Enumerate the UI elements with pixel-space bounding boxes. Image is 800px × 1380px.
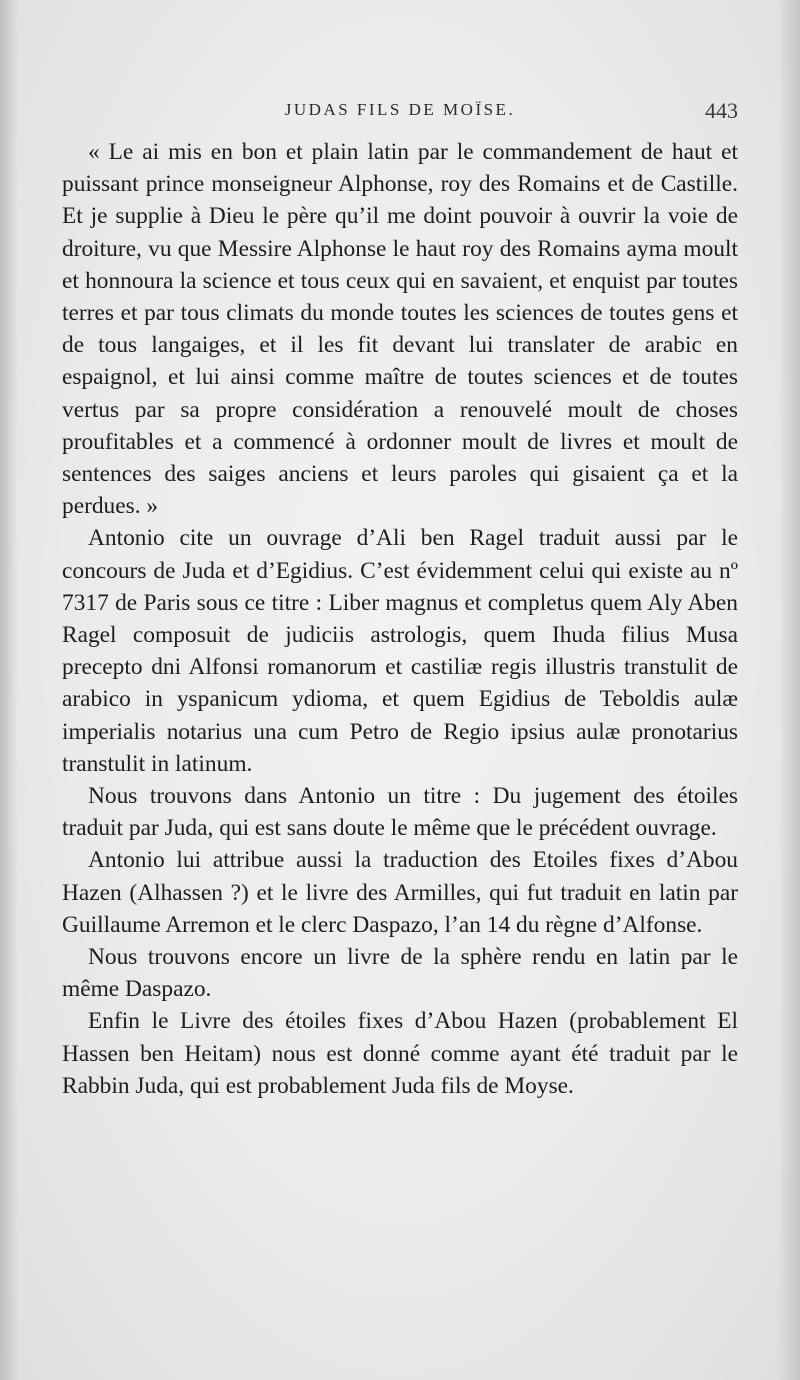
- paragraph-quote: « Le ai mis en bon et plain latin par le commandement de haut et puissant prince monseigneur Alphonse, roy des Romains et de Castille. Et je supplie à Dieu le père qu’il me doint pouvoir à ouvrir la voie de droiture, vu que Messire Alphonse le haut roy des Romains ayma moult et honnoura la science et tous ceux qui en savaient, et enquist par toutes terres et par tous climats du monde toutes les sciences de toutes gens et de tous langaiges, et il les fit devant lui translater de arabic en espaignol, et lui ainsi comme maître de toutes sciences et de toutes vertus par sa propre considération a renouvelé moult de choses proufitables et a commencé à ordonner moult de livres et moult de sentences des saiges anciens et leurs paroles qui gisaient ça et la perdues. »: [62, 139, 738, 520]
- paragraph-jugement-des-etoiles: Nous trouvons dans Antonio un titre : Du jugement des étoiles traduit par Juda, qui est sans doute le même que le précédent ouvrage.: [62, 783, 738, 842]
- paragraph-etoiles-fixes: Antonio lui attribue aussi la traduction des Etoiles fixes d’Abou Hazen (Alhassen ?) et le livre des Armilles, qui fut traduit en latin par Guillaume Arremon et le clerc Daspazo, l’an 14 du règne d’Alfonse.: [62, 847, 738, 938]
- page-right-edge-shadow: [778, 0, 800, 1380]
- page-header: [62, 98, 738, 128]
- running-head: JUDAS FILS DE MOÏSE.: [284, 100, 516, 119]
- page-left-edge-shadow: [0, 0, 18, 1380]
- paragraph-enfin: Enfin le Livre des étoiles fixes d’Abou Hazen (probablement El Hassen ben Heitam) nous est donné comme ayant été traduit par le Rabbin Juda, qui est probablement Juda fils de Moyse.: [62, 1008, 738, 1099]
- paragraph-livre-de-la-sphere: Nous trouvons encore un livre de la sphère rendu en latin par le même Daspazo.: [62, 944, 738, 1003]
- page-number: 443: [705, 98, 738, 123]
- body-text: [62, 136, 738, 1102]
- paragraph-ali-ben-ragel: Antonio cite un ouvrage d’Ali ben Ragel traduit aussi par le concours de Juda et d’Egidius. C’est évidemment celui qui existe au nº 7317 de Paris sous ce titre : Liber magnus et completus quem Aly Aben Ragel composuit de judiciis astrologis, quem Ihuda filius Musa precepto dni Alfonsi romanorum et castiliæ regis illustris transtulit de arabico in yspanicum ydioma, et quem Egidius de Teboldis aulæ imperialis notarius una cum Petro de Regio ipsius aulæ pronotarius transtulit in latinum.: [62, 525, 738, 777]
